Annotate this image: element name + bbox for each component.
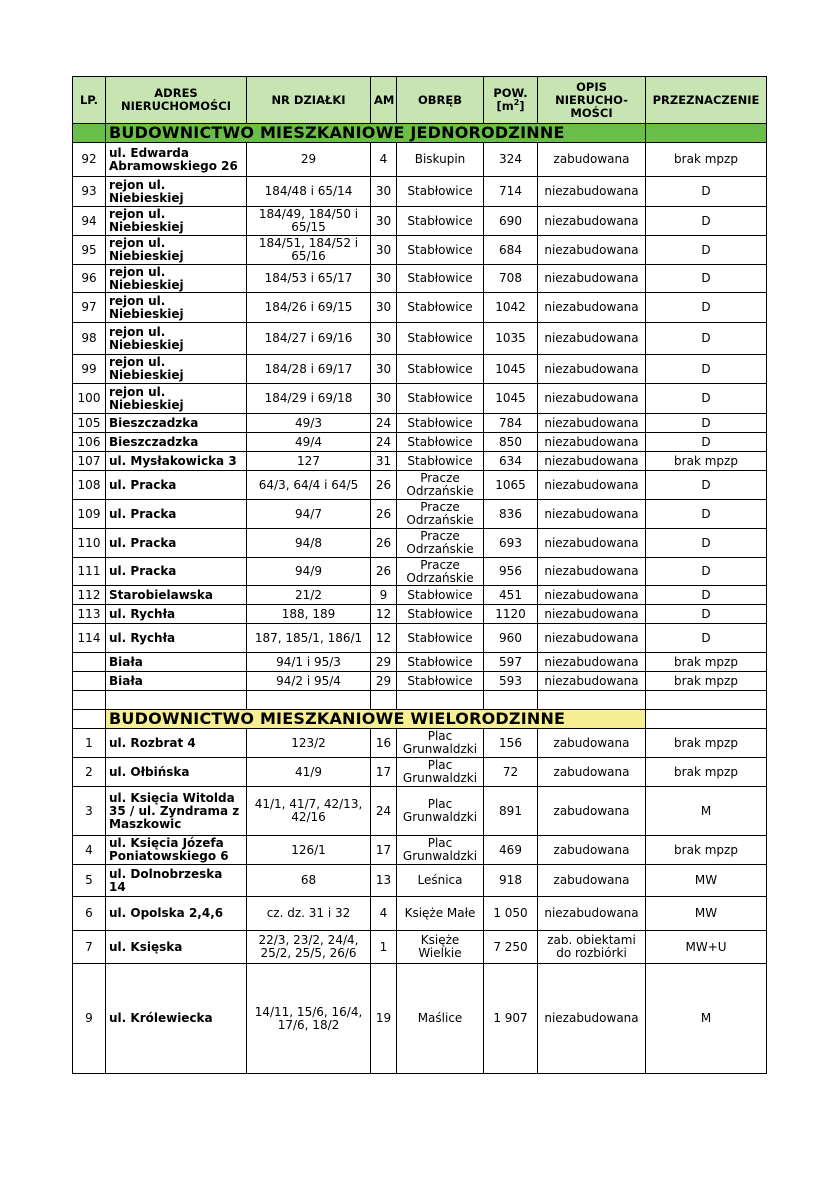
cell-prz: brak mpzp (646, 143, 767, 177)
cell-opis: niezabudowana (538, 558, 646, 586)
section-title: BUDOWNICTWO MIESZKANIOWE WIELORODZINNE (106, 710, 646, 729)
header-row (73, 77, 767, 124)
cell-opis: niezabudowana (538, 433, 646, 452)
cell-adres: Starobielawska (106, 586, 247, 605)
cell-nr (247, 691, 371, 710)
cell-pow: 1045 (484, 355, 538, 384)
cell-lp: 105 (73, 414, 106, 433)
cell-obreb: Pracze Odrzańskie (397, 471, 484, 500)
cell-lp: 96 (73, 265, 106, 293)
cell-opis: niezabudowana (538, 653, 646, 672)
cell-prz: D (646, 605, 767, 624)
cell-adres: rejon ul. Niebieskiej (106, 177, 247, 207)
cell-pow: 1 907 (484, 964, 538, 1074)
cell-obreb: Stabłowice (397, 236, 484, 265)
table-row (73, 605, 767, 624)
header-adres: ADRES NIERUCHOMOŚCI (106, 77, 247, 124)
cell-nr: 94/1 i 95/3 (247, 653, 371, 672)
table-row (73, 323, 767, 355)
cell-pow: 714 (484, 177, 538, 207)
cell-am: 13 (371, 865, 397, 897)
cell-obreb: Pracze Odrzańskie (397, 500, 484, 529)
cell-obreb: Stabłowice (397, 414, 484, 433)
cell-adres: rejon ul. Niebieskiej (106, 323, 247, 355)
table-row (73, 964, 767, 1074)
table-row (73, 433, 767, 452)
cell-am: 1 (371, 931, 397, 964)
cell-lp: 97 (73, 293, 106, 323)
cell-nr: 94/9 (247, 558, 371, 586)
cell-prz: MW (646, 897, 767, 931)
cell-pow: 836 (484, 500, 538, 529)
table-row (73, 384, 767, 414)
header-pow-sup: 2 (513, 98, 520, 108)
table-row (73, 897, 767, 931)
table-row (73, 177, 767, 207)
cell-prz (646, 691, 767, 710)
cell-am: 4 (371, 897, 397, 931)
cell-lp: 6 (73, 897, 106, 931)
cell-obreb: Stabłowice (397, 586, 484, 605)
cell-lp (73, 691, 106, 710)
cell-adres: ul. Księcia Józefa Poniatowskiego 6 (106, 836, 247, 865)
cell-obreb: Stabłowice (397, 207, 484, 236)
cell-adres: ul. Edwarda Abramowskiego 26 (106, 143, 247, 177)
cell-nr: 41/9 (247, 758, 371, 787)
cell-am: 26 (371, 471, 397, 500)
cell-am: 30 (371, 293, 397, 323)
table-row (73, 729, 767, 758)
section-spacer (646, 124, 767, 143)
cell-pow: 1 050 (484, 897, 538, 931)
cell-prz: M (646, 787, 767, 836)
table-row (73, 558, 767, 586)
cell-prz: D (646, 207, 767, 236)
cell-obreb: Stabłowice (397, 653, 484, 672)
cell-opis: niezabudowana (538, 414, 646, 433)
table-body (73, 124, 767, 1074)
cell-nr: 184/51, 184/52 i 65/16 (247, 236, 371, 265)
cell-adres: Bieszczadzka (106, 414, 247, 433)
header-opis: OPIS NIERUCHO-MOŚCI (538, 77, 646, 124)
cell-nr: 127 (247, 452, 371, 471)
cell-opis: niezabudowana (538, 355, 646, 384)
cell-adres: ul. Opolska 2,4,6 (106, 897, 247, 931)
cell-prz: brak mpzp (646, 672, 767, 691)
cell-nr: 29 (247, 143, 371, 177)
cell-obreb: Stabłowice (397, 384, 484, 414)
cell-prz: brak mpzp (646, 729, 767, 758)
cell-pow: 451 (484, 586, 538, 605)
cell-nr: 49/4 (247, 433, 371, 452)
cell-am: 29 (371, 653, 397, 672)
cell-am: 9 (371, 586, 397, 605)
cell-lp: 99 (73, 355, 106, 384)
cell-prz: D (646, 355, 767, 384)
cell-adres: ul. Pracka (106, 558, 247, 586)
cell-obreb: Plac Grunwaldzki (397, 787, 484, 836)
table-row (73, 758, 767, 787)
cell-nr: 184/49, 184/50 i 65/15 (247, 207, 371, 236)
cell-lp: 94 (73, 207, 106, 236)
cell-pow: 918 (484, 865, 538, 897)
cell-am: 4 (371, 143, 397, 177)
cell-opis: niezabudowana (538, 384, 646, 414)
header-pow-c: ] (519, 99, 525, 113)
table-row (73, 865, 767, 897)
cell-obreb: Stabłowice (397, 624, 484, 653)
cell-obreb: Księże Małe (397, 897, 484, 931)
table-row (73, 293, 767, 323)
cell-prz: M (646, 964, 767, 1074)
cell-nr: 184/28 i 69/17 (247, 355, 371, 384)
cell-am: 12 (371, 624, 397, 653)
cell-opis: zabudowana (538, 865, 646, 897)
cell-opis: niezabudowana (538, 529, 646, 558)
cell-pow: 7 250 (484, 931, 538, 964)
cell-obreb (397, 691, 484, 710)
cell-prz: D (646, 414, 767, 433)
cell-nr: 188, 189 (247, 605, 371, 624)
cell-pow: 1120 (484, 605, 538, 624)
cell-lp: 9 (73, 964, 106, 1074)
cell-am: 31 (371, 452, 397, 471)
cell-pow: 684 (484, 236, 538, 265)
cell-pow: 690 (484, 207, 538, 236)
cell-adres: rejon ul. Niebieskiej (106, 265, 247, 293)
table-row (73, 787, 767, 836)
cell-am: 30 (371, 236, 397, 265)
cell-opis: niezabudowana (538, 964, 646, 1074)
cell-nr: 68 (247, 865, 371, 897)
cell-obreb: Maślice (397, 964, 484, 1074)
cell-lp: 107 (73, 452, 106, 471)
table-row (73, 452, 767, 471)
cell-lp: 109 (73, 500, 106, 529)
cell-lp: 4 (73, 836, 106, 865)
table-row (73, 265, 767, 293)
cell-lp: 113 (73, 605, 106, 624)
cell-nr: 49/3 (247, 414, 371, 433)
cell-am: 19 (371, 964, 397, 1074)
cell-opis: niezabudowana (538, 452, 646, 471)
cell-nr: 184/29 i 69/18 (247, 384, 371, 414)
cell-adres: Bieszczadzka (106, 433, 247, 452)
cell-am: 30 (371, 323, 397, 355)
cell-pow: 597 (484, 653, 538, 672)
cell-nr: 184/27 i 69/16 (247, 323, 371, 355)
cell-nr: 187, 185/1, 186/1 (247, 624, 371, 653)
cell-adres: ul. Królewiecka (106, 964, 247, 1074)
cell-adres: rejon ul. Niebieskiej (106, 293, 247, 323)
section-header (73, 124, 767, 143)
cell-obreb: Księże Wielkie (397, 931, 484, 964)
cell-nr: 64/3, 64/4 i 64/5 (247, 471, 371, 500)
cell-adres: ul. Pracka (106, 529, 247, 558)
header-pow-a: POW. (493, 86, 528, 100)
cell-am: 30 (371, 384, 397, 414)
cell-obreb: Plac Grunwaldzki (397, 729, 484, 758)
cell-opis: niezabudowana (538, 207, 646, 236)
property-table (72, 76, 767, 1074)
cell-obreb: Biskupin (397, 143, 484, 177)
cell-lp: 106 (73, 433, 106, 452)
cell-prz: D (646, 384, 767, 414)
cell-lp: 93 (73, 177, 106, 207)
cell-nr: 94/2 i 95/4 (247, 672, 371, 691)
cell-am: 26 (371, 500, 397, 529)
cell-opis: niezabudowana (538, 605, 646, 624)
cell-adres: ul. Pracka (106, 471, 247, 500)
cell-adres: rejon ul. Niebieskiej (106, 236, 247, 265)
cell-nr: 21/2 (247, 586, 371, 605)
cell-am: 16 (371, 729, 397, 758)
cell-opis: niezabudowana (538, 897, 646, 931)
cell-pow: 469 (484, 836, 538, 865)
cell-adres: rejon ul. Niebieskiej (106, 207, 247, 236)
cell-opis: niezabudowana (538, 624, 646, 653)
cell-opis: niezabudowana (538, 586, 646, 605)
cell-obreb: Plac Grunwaldzki (397, 758, 484, 787)
table-row (73, 355, 767, 384)
cell-pow: 156 (484, 729, 538, 758)
cell-prz: brak mpzp (646, 836, 767, 865)
cell-pow: 72 (484, 758, 538, 787)
cell-lp: 5 (73, 865, 106, 897)
cell-lp: 7 (73, 931, 106, 964)
cell-opis: zabudowana (538, 787, 646, 836)
section-spacer (73, 710, 106, 729)
cell-am: 30 (371, 207, 397, 236)
cell-obreb: Stabłowice (397, 355, 484, 384)
cell-pow: 784 (484, 414, 538, 433)
cell-prz: D (646, 471, 767, 500)
cell-lp (73, 672, 106, 691)
cell-prz: D (646, 624, 767, 653)
cell-nr: cz. dz. 31 i 32 (247, 897, 371, 931)
cell-prz: MW (646, 865, 767, 897)
cell-am: 30 (371, 265, 397, 293)
table-row (73, 207, 767, 236)
cell-adres: ul. Księcia Witolda 35 / ul. Zyndrama z Maszkowic (106, 787, 247, 836)
cell-opis: zab. obiektami do rozbiórki (538, 931, 646, 964)
section-title: BUDOWNICTWO MIESZKANIOWE JEDNORODZINNE (106, 124, 646, 143)
cell-lp: 2 (73, 758, 106, 787)
header-lp: LP. (73, 77, 106, 124)
cell-nr: 184/53 i 65/17 (247, 265, 371, 293)
table-row (73, 471, 767, 500)
cell-adres: ul. Mysłakowicka 3 (106, 452, 247, 471)
cell-nr: 94/7 (247, 500, 371, 529)
cell-lp: 95 (73, 236, 106, 265)
cell-pow: 634 (484, 452, 538, 471)
cell-pow: 1045 (484, 384, 538, 414)
cell-lp (73, 653, 106, 672)
cell-prz: brak mpzp (646, 452, 767, 471)
cell-obreb: Leśnica (397, 865, 484, 897)
cell-adres: Biała (106, 672, 247, 691)
cell-obreb: Stabłowice (397, 265, 484, 293)
cell-adres: Biała (106, 653, 247, 672)
cell-am: 17 (371, 758, 397, 787)
cell-obreb: Stabłowice (397, 323, 484, 355)
cell-obreb: Pracze Odrzańskie (397, 529, 484, 558)
table-row (73, 586, 767, 605)
table-row (73, 672, 767, 691)
cell-opis: niezabudowana (538, 293, 646, 323)
cell-obreb: Stabłowice (397, 672, 484, 691)
cell-prz: brak mpzp (646, 758, 767, 787)
cell-adres: ul. Pracka (106, 500, 247, 529)
cell-adres (106, 691, 247, 710)
cell-opis: zabudowana (538, 836, 646, 865)
cell-pow: 693 (484, 529, 538, 558)
cell-opis (538, 691, 646, 710)
cell-lp: 98 (73, 323, 106, 355)
cell-am: 26 (371, 558, 397, 586)
cell-lp: 108 (73, 471, 106, 500)
cell-adres: ul. Rozbrat 4 (106, 729, 247, 758)
cell-pow: 708 (484, 265, 538, 293)
cell-lp: 1 (73, 729, 106, 758)
cell-opis: zabudowana (538, 758, 646, 787)
cell-adres: rejon ul. Niebieskiej (106, 384, 247, 414)
cell-opis: niezabudowana (538, 236, 646, 265)
cell-opis: niezabudowana (538, 323, 646, 355)
cell-prz: D (646, 236, 767, 265)
cell-prz: D (646, 558, 767, 586)
cell-am: 17 (371, 836, 397, 865)
section-header (73, 710, 767, 729)
cell-pow (484, 691, 538, 710)
cell-prz: D (646, 265, 767, 293)
cell-adres: ul. Rychła (106, 605, 247, 624)
cell-am: 24 (371, 433, 397, 452)
cell-lp: 111 (73, 558, 106, 586)
header-obreb: OBRĘB (397, 77, 484, 124)
cell-lp: 92 (73, 143, 106, 177)
cell-pow: 1042 (484, 293, 538, 323)
cell-nr: 14/11, 15/6, 16/4, 17/6, 18/2 (247, 964, 371, 1074)
cell-am: 30 (371, 355, 397, 384)
cell-am: 24 (371, 414, 397, 433)
cell-am: 29 (371, 672, 397, 691)
header-am: AM (371, 77, 397, 124)
cell-prz: brak mpzp (646, 653, 767, 672)
cell-pow: 891 (484, 787, 538, 836)
table-row (73, 143, 767, 177)
cell-adres: ul. Księska (106, 931, 247, 964)
cell-prz: MW+U (646, 931, 767, 964)
cell-lp: 3 (73, 787, 106, 836)
table-row (73, 236, 767, 265)
section-spacer (646, 710, 767, 729)
cell-opis: niezabudowana (538, 500, 646, 529)
cell-am: 30 (371, 177, 397, 207)
cell-obreb: Stabłowice (397, 177, 484, 207)
cell-prz: D (646, 177, 767, 207)
cell-adres: rejon ul. Niebieskiej (106, 355, 247, 384)
cell-prz: D (646, 500, 767, 529)
header-nr: NR DZIAŁKI (247, 77, 371, 124)
cell-lp: 114 (73, 624, 106, 653)
cell-nr: 22/3, 23/2, 24/4, 25/2, 25/5, 26/6 (247, 931, 371, 964)
table-row (73, 691, 767, 710)
cell-opis: niezabudowana (538, 265, 646, 293)
header-pow-b: [m (496, 99, 514, 113)
cell-obreb: Stabłowice (397, 452, 484, 471)
cell-pow: 956 (484, 558, 538, 586)
table-row (73, 624, 767, 653)
cell-nr: 123/2 (247, 729, 371, 758)
cell-opis: niezabudowana (538, 672, 646, 691)
cell-opis: niezabudowana (538, 471, 646, 500)
cell-pow: 593 (484, 672, 538, 691)
section-spacer (73, 124, 106, 143)
cell-am (371, 691, 397, 710)
cell-nr: 184/26 i 69/15 (247, 293, 371, 323)
cell-opis: zabudowana (538, 729, 646, 758)
cell-prz: D (646, 586, 767, 605)
table-row (73, 836, 767, 865)
table-row (73, 529, 767, 558)
cell-prz: D (646, 529, 767, 558)
cell-pow: 324 (484, 143, 538, 177)
cell-prz: D (646, 293, 767, 323)
cell-pow: 1065 (484, 471, 538, 500)
table-row (73, 414, 767, 433)
cell-adres: ul. Ołbińska (106, 758, 247, 787)
header-pow (484, 77, 538, 124)
table-row (73, 500, 767, 529)
cell-obreb: Pracze Odrzańskie (397, 558, 484, 586)
cell-prz: D (646, 433, 767, 452)
cell-nr: 126/1 (247, 836, 371, 865)
cell-adres: ul. Rychła (106, 624, 247, 653)
cell-pow: 850 (484, 433, 538, 452)
cell-opis: niezabudowana (538, 177, 646, 207)
cell-lp: 112 (73, 586, 106, 605)
cell-opis: zabudowana (538, 143, 646, 177)
table-row (73, 931, 767, 964)
cell-obreb: Stabłowice (397, 605, 484, 624)
header-przeznaczenie: PRZEZNACZENIE (646, 77, 767, 124)
cell-nr: 94/8 (247, 529, 371, 558)
cell-lp: 100 (73, 384, 106, 414)
cell-pow: 1035 (484, 323, 538, 355)
cell-lp: 110 (73, 529, 106, 558)
cell-am: 26 (371, 529, 397, 558)
cell-am: 24 (371, 787, 397, 836)
cell-am: 12 (371, 605, 397, 624)
cell-nr: 41/1, 41/7, 42/13, 42/16 (247, 787, 371, 836)
cell-obreb: Stabłowice (397, 433, 484, 452)
table-row (73, 653, 767, 672)
cell-pow: 960 (484, 624, 538, 653)
cell-nr: 184/48 i 65/14 (247, 177, 371, 207)
cell-obreb: Plac Grunwaldzki (397, 836, 484, 865)
cell-adres: ul. Dolnobrzeska 14 (106, 865, 247, 897)
cell-prz: D (646, 323, 767, 355)
cell-obreb: Stabłowice (397, 293, 484, 323)
